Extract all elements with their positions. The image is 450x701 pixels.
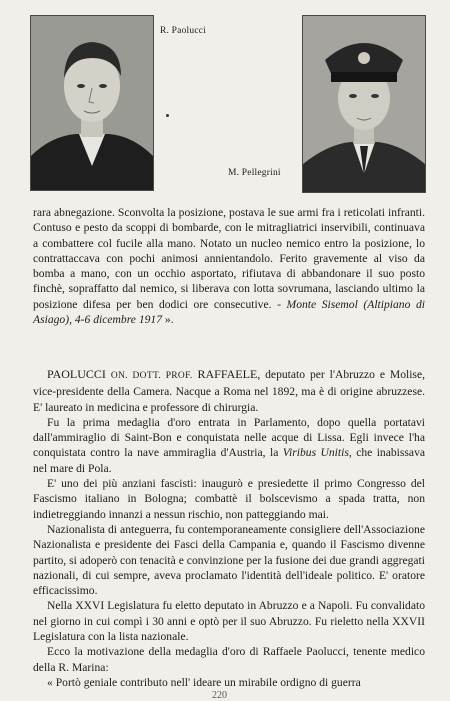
continuation-text: rara abnegazione. Sconvolta la posizione, postava le sue armi fra i reticolati infranti. Contuso e pesto da scoppi di bombarde, con le mitragliatrici inservibili, continuava a combattere col fucile alla mano. Notato un nucleo nemico entro la posizione, lo contrattaccava con pochi animosi annientandolo. Ferito gravemente al viso da bomba a mano, con un occhio asportato, rifiutava di abbandonare il suo posto finchè, sopraffatto dal nemico, si liberava con lotta sovrumana, lasciando ultimo la posizione difesa per ben dodici ore consecutive. - [33, 206, 425, 311]
caption-paolucci: R. Paolucci [160, 26, 206, 36]
continuation-paragraph [33, 205, 425, 327]
portrait-paolucci-image [31, 16, 153, 190]
bio-paragraph-4: Nazionalista di anteguerra, fu contemporaneamente consigliere dell'Associazione Nazionalista e presidente dei Fasci della Campania e, quando il Fascismo divenne partito, si adoperò con tenacità e convinzione per la fusione dei due grandi aggregati nazionali, di cui sempre, aveva proclamato l'identità dell'ideale politico. E' oratore efficacissimo. [33, 522, 425, 598]
bio-paragraph-1 [33, 367, 425, 415]
page-number: 220 [212, 690, 227, 701]
bio-paragraph-6: Ecco la motivazione della medaglia d'oro di Raffaele Paolucci, tenente medico della R. Marina: [33, 645, 425, 674]
bio-paragraph-7: « Portò geniale contributo nell' ideare un mirabile ordigno di guerra [47, 675, 361, 689]
portrait-pellegrini-image [303, 16, 425, 192]
bio-p2-ship: Viribus Unitis [282, 446, 349, 460]
bio-paragraph-5: Nella XXVI Legislatura fu eletto deputato in Abruzzo e a Napoli. Fu convalidato nel giorno in cui compì i 30 anni e optò per il suo Abruzzo. Fu rieletto nella XXVII Legislatura con la lista nazionale. [33, 599, 425, 644]
bio-p1-text: , deputato per l'Abruzzo e Molise, vice-presidente della Camera. Nacque a Roma nel 1892, ma è di origine abruzzese. E' laureato in medicina e professore di chirurgia. [33, 368, 425, 414]
bio-titles: ON. DOTT. PROF. [110, 371, 193, 381]
continuation-closing: ». [164, 313, 174, 327]
continuation-citation: Monte Sisemol (Altipiano di Asiago), 4-6 dicembre 1917 [33, 297, 425, 327]
caption-pellegrini: M. Pellegrini [228, 168, 281, 178]
decorative-dot [166, 114, 169, 117]
bio-paragraph-2 [33, 415, 425, 476]
bio-paolucci [33, 367, 425, 690]
portrait-pellegrini [302, 15, 426, 193]
bio-surname: PAOLUCCI [47, 367, 106, 381]
bio-firstname: RAFFAELE [197, 367, 258, 381]
bio-paragraph-3: E' uno dei più anziani fascisti: inaugurò e presiedette il primo Congresso del Fascismo italiano in Bologna; combattè il bolscevismo a spada tratta, non indietreggiando innanzi a nessun rischio, non patteggiando mai. [33, 477, 425, 521]
bio-p2-end: , che inabissava nel mare di Pola. [33, 446, 426, 475]
portrait-paolucci [30, 15, 154, 191]
bio-p2-start: Fu la prima medaglia d'oro entrata in Parlamento, dopo quella portatavi dall'ammiraglio di Saint-Bon e conquistata nelle acque di Lissa. Egli invece l'ha conquistata contro la nave ammiraglia d'Austria, la [33, 415, 425, 460]
